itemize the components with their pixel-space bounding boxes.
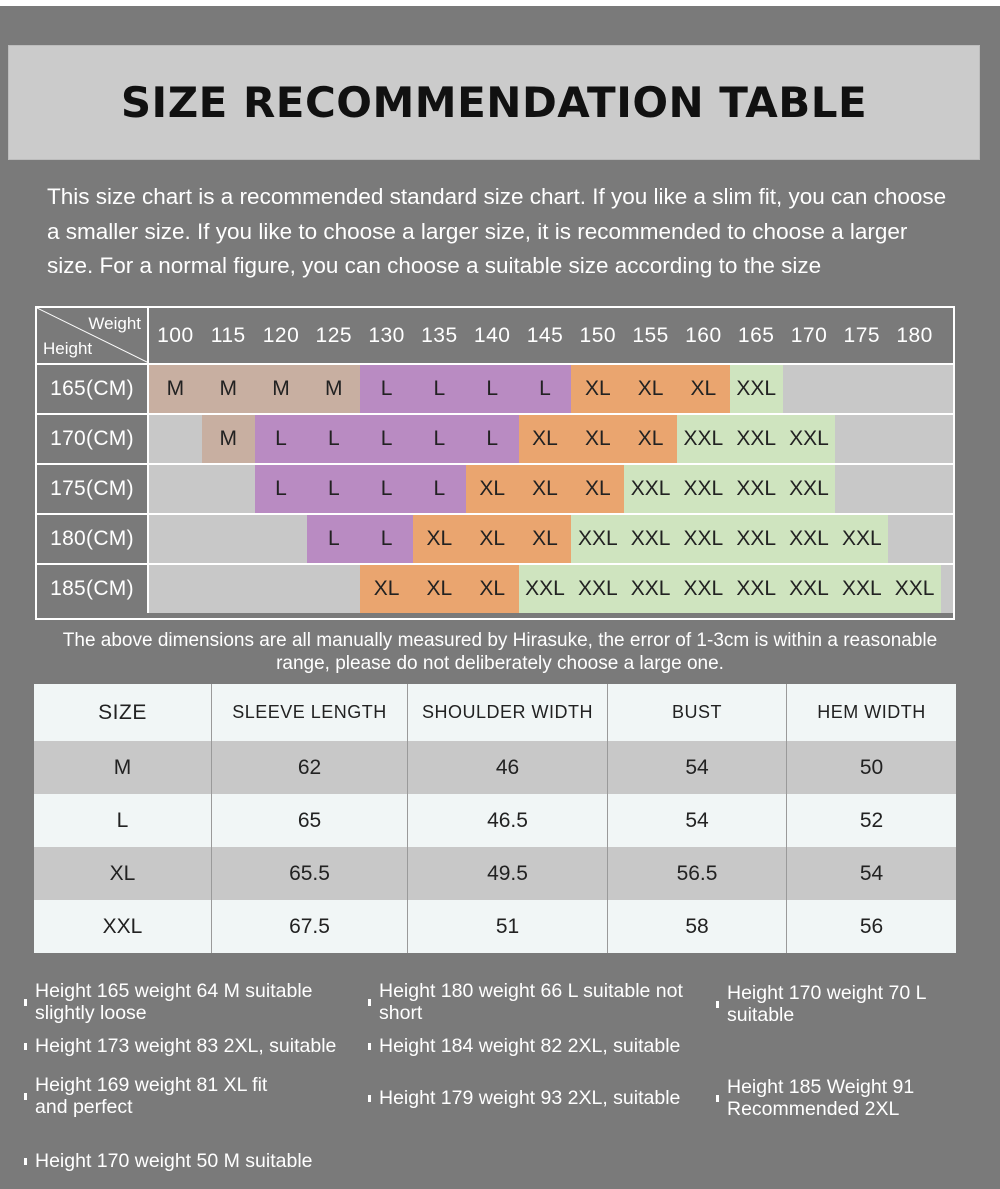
weight-column-header: 155 [632,323,669,347]
size-cell: XL [624,415,677,463]
sleeve-cell: 65.5 [212,847,408,900]
size-cell: XXL [730,415,783,463]
size-cell: XXL [519,565,572,613]
header-sleeve-length: SLEEVE LENGTH [212,684,408,741]
height-label: 185(CM) [37,565,149,613]
review-text: Height 170 weight 50 M suitable [35,1150,313,1172]
size-cells [149,515,953,563]
height-row [37,563,953,613]
review-item [24,1074,294,1118]
size-cell: L [360,465,413,513]
hem-cell: 50 [787,741,957,794]
size-cell: XL [677,365,730,413]
sleeve-cell: 62 [212,741,408,794]
hem-cell: 54 [787,847,957,900]
measurement-row [34,900,956,953]
bust-cell: 58 [608,900,787,953]
size-cell: XXL [730,565,783,613]
weight-column-header: 140 [473,323,511,347]
size-cell: L [255,465,308,513]
bullet-icon [716,1095,719,1102]
review-text: Height 185 Weight 91 Recommended 2XL [727,1076,915,1120]
header-bust: BUST [608,684,787,741]
size-cells [149,365,953,413]
size-cell: XXL [624,565,677,613]
size-cells [149,565,953,613]
size-cell: XL [571,465,624,513]
shoulder-cell: 49.5 [408,847,608,900]
size-cell: L [307,465,360,513]
size-cell: L [413,465,466,513]
size-cell: XXL [677,515,730,563]
size-cell: M [307,365,360,413]
review-item [716,982,956,1026]
height-row [37,413,953,463]
top-divider [0,0,1000,6]
corner-weight-label: Weight [88,314,141,333]
size-cell: XXL [571,565,624,613]
weight-column-header: 180 [896,323,933,347]
title-banner [8,45,980,160]
sleeve-cell: 67.5 [212,900,408,953]
bullet-icon [24,1158,27,1165]
review-item [368,1087,708,1109]
size-cells [149,465,953,513]
bullet-icon [24,1093,27,1100]
size-cell: L [519,365,572,413]
weight-column-header: 165 [737,323,775,347]
size-cell: L [413,415,466,463]
weight-column-header: 125 [315,323,353,347]
review-item [368,980,688,1024]
size-cell: XL [571,365,624,413]
bullet-icon [716,1001,719,1008]
size-cell: XXL [888,565,941,613]
bullet-icon [368,1095,371,1102]
size-cells [149,415,953,463]
size-cell: XXL [783,465,836,513]
size-cell: XXL [624,515,677,563]
size-cell: M [202,365,255,413]
size-cell: XXL [783,515,836,563]
bust-cell: 56.5 [608,847,787,900]
weight-column-header: 160 [685,323,722,347]
size-cell: XXL [835,565,888,613]
weight-column-header: 175 [843,323,881,347]
height-label: 170(CM) [37,415,149,463]
review-text: Height 179 weight 93 2XL, suitable [379,1087,681,1109]
size-cell: L [307,515,360,563]
size-cell: XL [360,565,413,613]
size-cell: XL [34,847,212,900]
size-cell: M [34,741,212,794]
size-cell: XXL [677,415,730,463]
sleeve-cell: 65 [212,794,408,847]
shoulder-cell: 46.5 [408,794,608,847]
review-text: Height 170 weight 70 L suitable [727,982,926,1026]
measurement-row [34,847,956,900]
review-item [24,1035,364,1057]
size-cell: L [360,365,413,413]
header-hem-width: HEM WIDTH [787,684,957,741]
size-cell: XXL [730,465,783,513]
intro-text: This size chart is a recommended standard size chart. If you like a slim fit, you can choose a smaller size. If you like to choose a larger size, it is recommended to choose a larger size. For a normal figure, you can choose a suitable size according to the size [47,184,947,278]
size-cell: XL [519,415,572,463]
size-cell: L [413,365,466,413]
size-cell: L [466,415,519,463]
size-cell: L [34,794,212,847]
size-cell: XXL [34,900,212,953]
size-cell: XL [466,565,519,613]
weight-column-header: 150 [579,323,617,347]
size-cell: XL [571,415,624,463]
weight-column-header: 170 [790,323,828,347]
measurement-row [34,741,956,794]
size-cell: XXL [730,515,783,563]
size-cell: XL [624,365,677,413]
review-text: Height 184 weight 82 2XL, suitable [379,1035,681,1057]
weight-column-header: 115 [210,323,246,347]
height-row [37,463,953,513]
measurement-header-row [34,684,956,741]
size-cell: XXL [783,415,836,463]
review-item [24,1150,364,1172]
bullet-icon [24,1043,27,1050]
measurement-table [34,684,956,953]
height-row [37,363,953,413]
weight-header-row [37,308,953,363]
size-cell: XL [413,515,466,563]
size-cell: M [202,415,255,463]
size-cell: XXL [783,565,836,613]
review-text: Height 169 weight 81 XL fit and perfect [35,1074,268,1118]
header-size: SIZE [34,684,212,741]
shoulder-cell: 51 [408,900,608,953]
height-label: 180(CM) [37,515,149,563]
size-cell: L [466,365,519,413]
size-cell: XXL [624,465,677,513]
review-text: Height 180 weight 66 L suitable not short [379,980,683,1024]
hem-cell: 56 [787,900,957,953]
weight-column-header: 145 [526,323,564,347]
header-shoulder-width: SHOULDER WIDTH [408,684,608,741]
bullet-icon [24,999,27,1006]
height-label: 165(CM) [37,365,149,413]
size-cell: XL [466,465,519,513]
size-cell: XL [413,565,466,613]
size-cell: XXL [835,515,888,563]
size-recommendation-grid [35,306,955,620]
review-item [716,1076,946,1120]
size-cell: XXL [677,465,730,513]
grid-corner [37,308,149,363]
weight-column-header: 135 [421,323,458,347]
size-cell: XL [519,515,572,563]
measurement-note: The above dimensions are all manually measured by Hirasuke, the error of 1-3cm is within a reasonable range, please do not deliberately choose a large one. [62,630,938,674]
size-cell: M [255,365,308,413]
size-cell: L [360,415,413,463]
shoulder-cell: 46 [408,741,608,794]
review-item [368,1035,708,1057]
size-cell: XXL [730,365,783,413]
size-cell: XXL [571,515,624,563]
height-label: 175(CM) [37,465,149,513]
size-cell: XL [519,465,572,513]
weight-column-header: 120 [262,323,300,347]
review-item [24,980,354,1024]
hem-cell: 52 [787,794,957,847]
page-title: SIZE RECOMMENDATION TABLE [120,78,868,127]
corner-height-label: Height [43,339,93,358]
size-cell: XXL [677,565,730,613]
bust-cell: 54 [608,741,787,794]
bullet-icon [368,999,371,1006]
size-cell: L [255,415,308,463]
size-cell: L [307,415,360,463]
weight-column-header: 100 [157,323,194,347]
review-text: Height 165 weight 64 M suitable slightly loose [35,980,313,1024]
review-text: Height 173 weight 83 2XL, suitable [35,1035,337,1057]
measurement-row [34,794,956,847]
bust-cell: 54 [608,794,787,847]
size-cell: XL [466,515,519,563]
height-row [37,513,953,563]
size-cell: M [149,365,202,413]
size-cell: L [360,515,413,563]
weight-column-header: 130 [368,323,405,347]
bullet-icon [368,1043,371,1050]
